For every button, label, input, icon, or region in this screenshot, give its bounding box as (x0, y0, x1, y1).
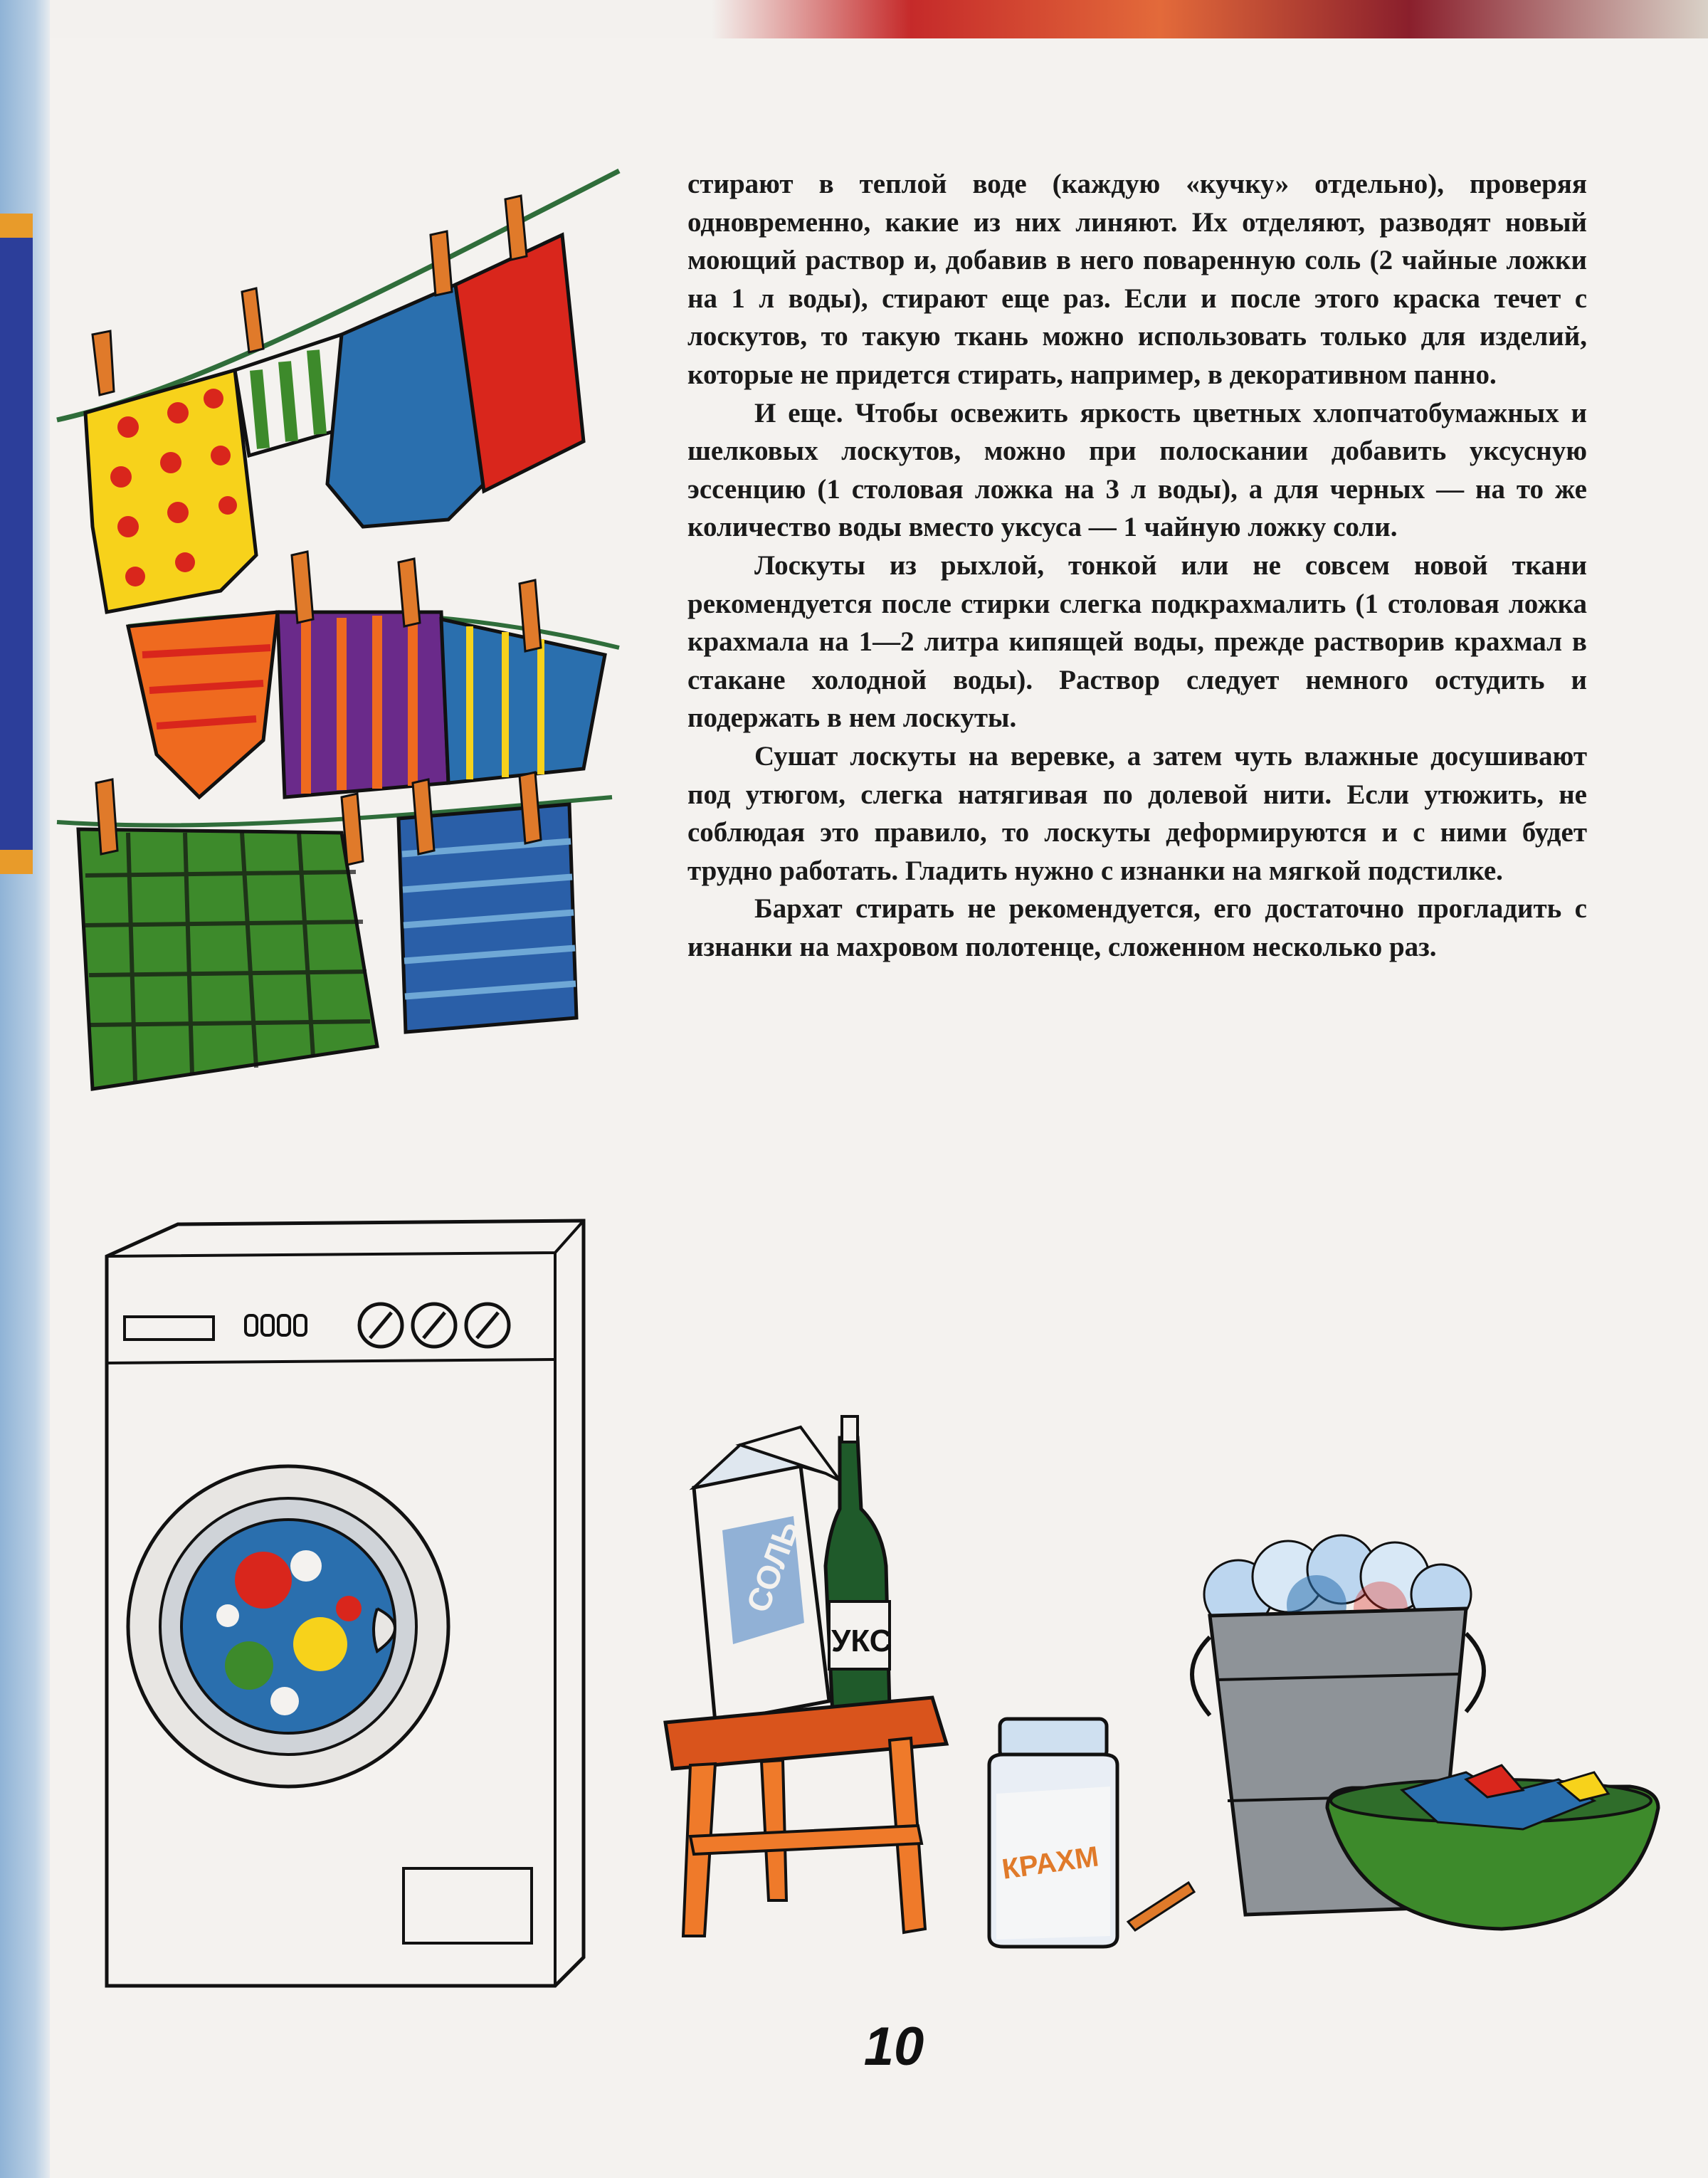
paragraph-3: Лоскуты из рыхлой, тонкой или не совсем новой ткани рекомендуется после стирки слегка подкрахмалить (1 столовая ложка крахмала на 1—2 литра кипящей воды, прежде растворив крахмал в стакане холодной воды). Раствор следует немного остудить и подержать в нем лоскуты. (687, 549, 1587, 734)
clothesline-illustration (43, 157, 633, 1153)
paragraph-2: И еще. Чтобы освежить яркость цветных хлопчатобумажных и шелковых лоскутов, можно при полоскании добавить уксусную эссенцию (1 столовая ложка на 3 л воды), а для черных — на то же количество воды вместо уксуса — 1 чайную ложку соли. (687, 397, 1587, 543)
cloth-green-checked (78, 829, 377, 1089)
body-text (687, 165, 1587, 966)
starch-label: КРАХМ (1000, 1841, 1101, 1885)
adjacent-page-band (0, 214, 33, 874)
adjacent-page-top-edge (712, 0, 1708, 38)
bucket-and-basin-illustration (1167, 1509, 1665, 1964)
cloth-multicolor-striped (441, 619, 605, 783)
paragraph-5: Бархат стирать не рекомендуется, его достаточно прогладить с изнанки на махровом полотенце, сложенном несколько раз. (687, 893, 1587, 962)
paragraph-4: Сушат лоскуты на веревке, а затем чуть влажные досушивают под утюгом, слегка натягивая по долевой нити. Если утюжить, не соблюдая это правило, то лоскуты деформируются и с ними будет трудно работать. Гладить нужно с изнанки на мягкой подстилке. (687, 740, 1587, 886)
salt-label: СОЛЬ (739, 1515, 806, 1617)
paragraph-1: стирают в теплой воде (каждую «кучку» отдельно), проверяя одновременно, какие из них линяют. Их отделяют, разводят новый моющий раствор и, добавив в него поваренную соль (2 чайные ложки на 1 л воды), стирают еще раз. Если и после этого краска течет с лоскутов, то такую ткань можно использовать только для изделий, которые не придется стирать, например, в декоративном панно. (687, 169, 1587, 390)
vinegar-label: УКС (831, 1624, 892, 1658)
stool-illustration (662, 1409, 968, 1950)
cloth-orange-striped (128, 612, 278, 797)
page-number: 10 (863, 2016, 924, 2077)
washing-machine-illustration (93, 1210, 605, 2007)
